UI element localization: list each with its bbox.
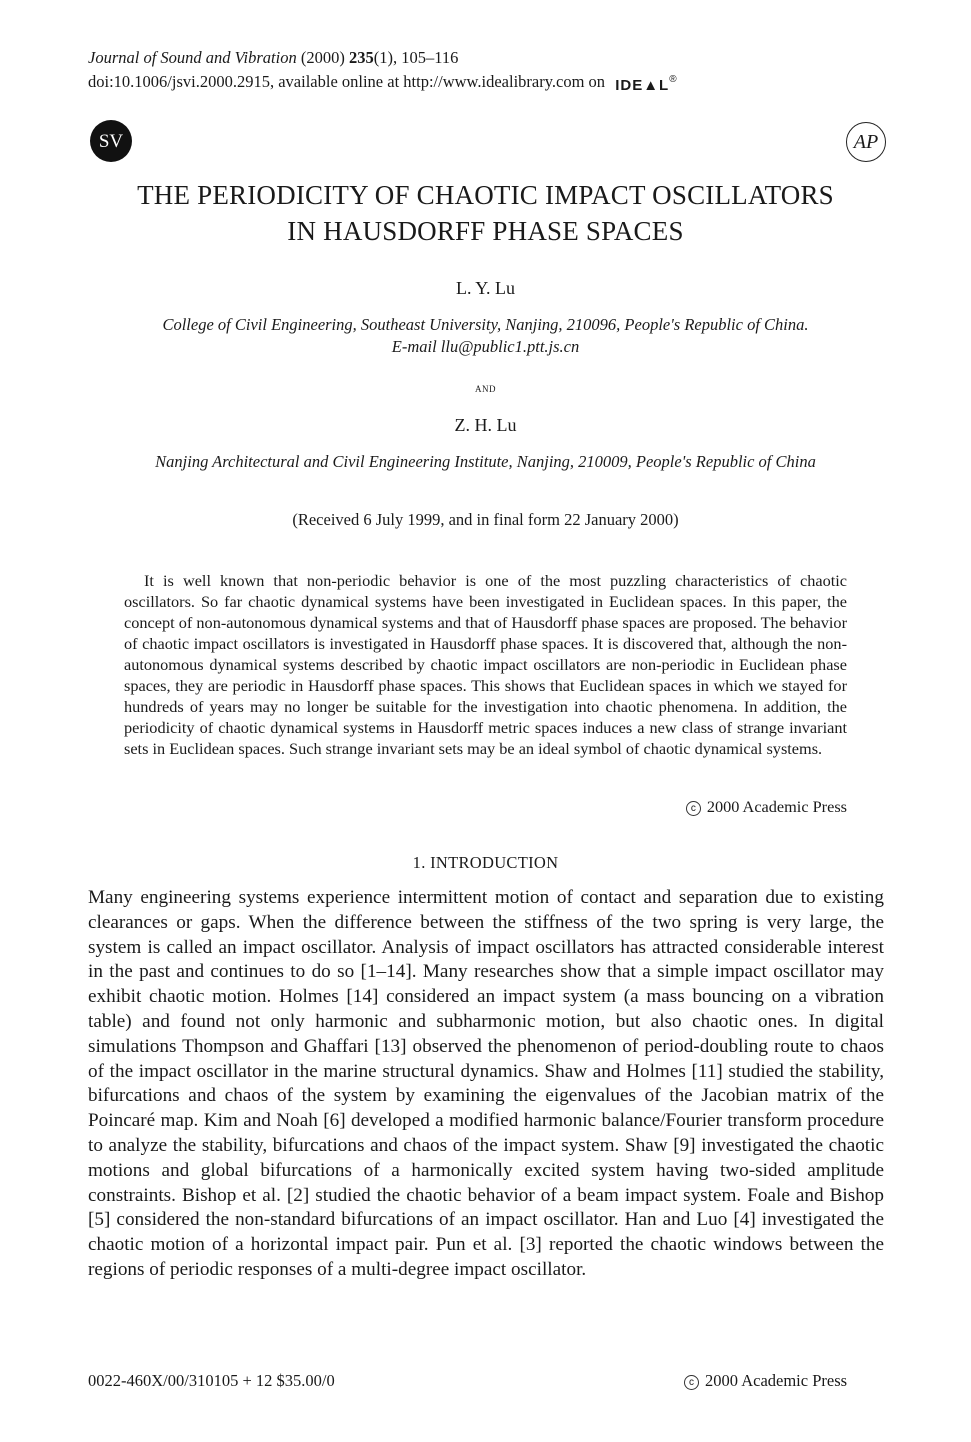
doi-text: doi:10.1006/jsvi.2000.2915, available online at http://www.idealibrary.com on	[88, 72, 606, 91]
author-1: L. Y. Lu	[455, 278, 515, 298]
sv-publisher-logo: SV	[90, 120, 132, 162]
journal-name: Journal of Sound and Vibration	[88, 48, 297, 67]
author-1-email: E-mail llu@public1.ptt.js.cn	[391, 337, 580, 356]
abstract-copyright	[124, 797, 847, 817]
paper-title	[0, 177, 971, 249]
journal-volume: 235	[348, 48, 374, 67]
title-line-2: IN HAUSDORFF PHASE SPACES	[287, 216, 684, 246]
abstract-copyright-text: 2000 Academic Press	[706, 797, 847, 816]
affiliation-1	[0, 314, 971, 358]
doi-line	[88, 69, 678, 97]
footer-copyright	[684, 1371, 847, 1391]
ideal-logo: IDE▲L®	[615, 74, 678, 94]
affiliation-2: Nanjing Architectural and Civil Engineering Institute, Nanjing, 210009, People's Republic of China	[155, 452, 816, 471]
section-heading: 1. INTRODUCTION	[412, 853, 559, 872]
abstract	[124, 570, 847, 759]
received-dates: (Received 6 July 1999, and in final form 22 January 2000)	[292, 510, 679, 529]
journal-citation-line	[88, 47, 678, 69]
affiliation-1-line-1: College of Civil Engineering, Southeast University, Nanjing, 210096, People's Republic of China.	[162, 315, 809, 334]
ap-publisher-logo: AP	[846, 122, 886, 162]
journal-header	[88, 47, 678, 97]
abstract-text: It is well known that non-periodic behavior is one of the most puzzling characteristics of chaotic oscillators. So far chaotic dynamical systems have been investigated in Euclidean spaces. In this paper, the concept of non-autonomous dynamical systems and that of Hausdorff phase spaces are proposed. The behavior of chaotic impact oscillators is investigated in Hausdorff phase spaces. It is discovered that, although the non-autonomous dynamical systems described by chaotic impact oscillators are non-periodic in Euclidean phase spaces, they are periodic in Hausdorff phase spaces. This shows that Euclidean spaces in which we stayed for hundreds of years may no longer be suitable for the investigation into chaotic phenomena. In addition, the periodicity of chaotic dynamical systems in Hausdorff metric spaces induces a new class of strange invariant sets in Euclidean spaces. Such strange invariant sets may be an ideal symbol of chaotic dynamical systems.	[124, 571, 847, 758]
copyright-icon: c	[686, 801, 701, 816]
footer-issn-code: 0022-460X/00/310105 + 12 $35.00/0	[88, 1371, 335, 1390]
journal-year: (2000)	[300, 48, 345, 67]
journal-issue-pages: (1), 105–116	[373, 48, 459, 67]
footer-copyright-text: 2000 Academic Press	[705, 1371, 848, 1390]
title-line-1: THE PERIODICITY OF CHAOTIC IMPACT OSCILLATORS	[137, 180, 834, 210]
introduction-body: Many engineering systems experience intermittent motion of contact and separation due to existing clearances or gaps. When the difference between the stiffness of the two spring is very large, the system is called an impact oscillator. Analysis of impact oscillators has attracted considerable interest in the past and continues to do so [1–14]. Many researches show that a simple impact oscillator may exhibit chaotic motion. Holmes [14] considered an impact system (a mass bouncing on a vibration table) and found not only harmonic and subharmonic motion, but also chaotic ones. In digital simulations Thompson and Ghaffari [13] observed the phenomenon of period-doubling route to chaos of the impact oscillator in the marine structural dynamics. Shaw and Holmes [11] studied the stability, bifurcations and chaos of the system by examining the eigenvalues of the Jacobian matrix of the Poincaré map. Kim and Noah [6] developed a modified harmonic balance/Fourier transform procedure to analyze the stability, bifurcations and chaos of the impact system. Shaw [9] investigated the chaotic motions and global bifurcations of a harmonically excited system having two-sided amplitude constraints. Bishop et al. [2] studied the chaotic behavior of a beam impact system. Foale and Bishop [5] considered the non-standard bifurcations of an impact oscillator. Han and Luo [4] investigated the chaotic motion of a horizontal impact pair. Pun et al. [3] reported the chaotic windows between the regions of periodic responses of a multi-degree impact oscillator.	[88, 887, 884, 1280]
author-2: Z. H. Lu	[454, 415, 517, 435]
copyright-icon: c	[684, 1375, 699, 1390]
author-separator: and	[475, 380, 496, 395]
